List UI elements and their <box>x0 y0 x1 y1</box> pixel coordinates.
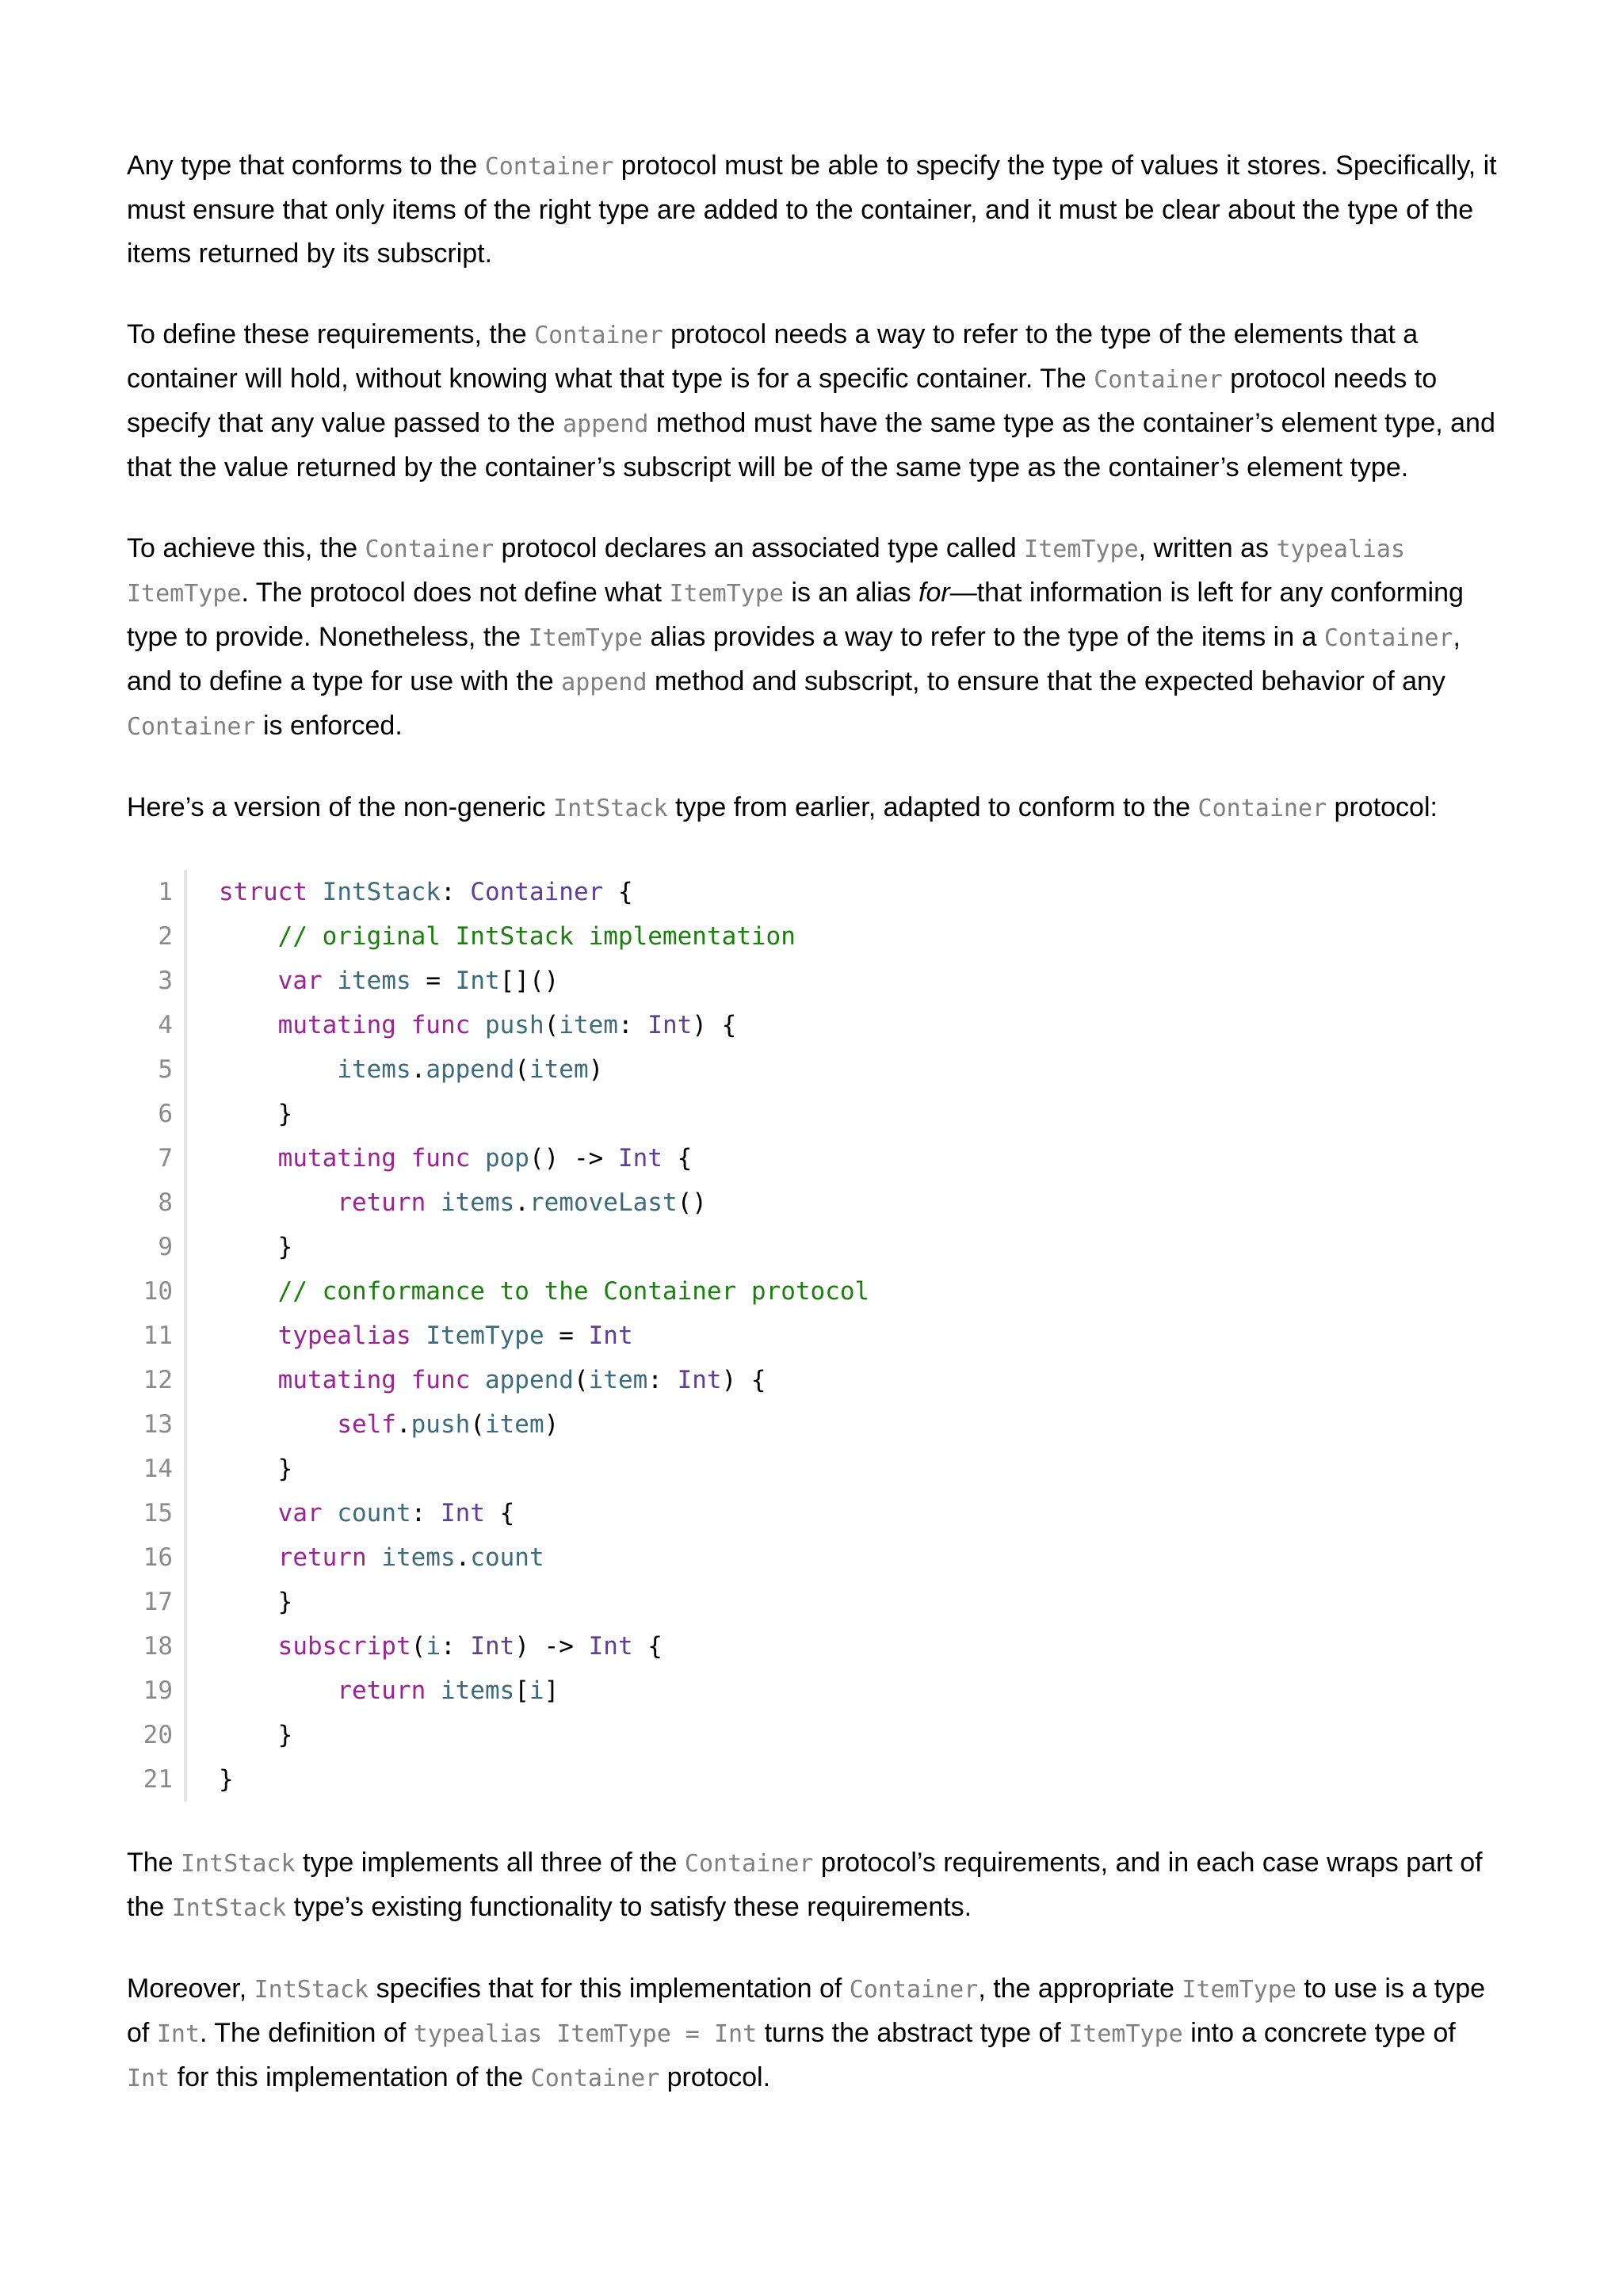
closing-paragraph-1 <box>127 1841 1506 1930</box>
inline-code: IntStack <box>171 1894 287 1922</box>
text-run: alias provides a way to refer to the type of the items in a <box>643 622 1324 652</box>
code-token: } <box>219 1233 293 1261</box>
text-run: type implements all three of the <box>295 1848 685 1878</box>
code-token: var <box>277 967 323 995</box>
code-token: { <box>484 1499 515 1527</box>
code-token: return <box>277 1543 367 1572</box>
text-run: protocol’s requirements, and in each case wraps part of the <box>127 1848 1483 1922</box>
code-token <box>323 967 338 995</box>
code-token: ( <box>573 1366 589 1394</box>
intro-paragraph-4 <box>127 786 1506 830</box>
inline-code: Int <box>127 2065 170 2092</box>
inline-code: ItemType <box>528 624 643 652</box>
code-token: ( <box>411 1632 426 1661</box>
inline-code: typealias ItemType = Int <box>413 2020 758 2048</box>
text-run: protocol needs a way to refer to the type of the elements that a container will hold, without knowing what that type is for a specific container. The <box>127 319 1419 394</box>
code-token: // conformance to the Container protocol <box>277 1277 870 1306</box>
text-run: The <box>127 1848 181 1878</box>
code-text <box>187 1713 292 1757</box>
text-run: method must have the same type as the container’s element type, and that the value returned by the container’s subscript will be of the same type as the container’s element type. <box>127 408 1495 482</box>
code-token: } <box>219 1588 293 1616</box>
code-token <box>470 1144 485 1173</box>
code-text <box>187 1447 292 1491</box>
text-run: . The protocol does not define what <box>241 578 670 608</box>
text-run: . The definition of <box>200 2018 414 2048</box>
emphasis-text: for <box>918 578 950 608</box>
text-run: protocol declares an associated type called <box>494 533 1025 563</box>
inline-code: Container <box>849 1976 979 2004</box>
code-token: . <box>514 1188 529 1217</box>
code-token <box>219 967 278 995</box>
code-token <box>219 1011 278 1039</box>
code-token: item <box>484 1410 544 1439</box>
inline-code: Container <box>365 536 495 563</box>
code-listing <box>127 870 1506 1802</box>
code-token: return <box>337 1676 426 1705</box>
line-number: 7 <box>158 1144 173 1173</box>
code-token: removeLast <box>529 1188 678 1217</box>
code-text <box>187 1003 736 1047</box>
line-number: 5 <box>158 1055 173 1084</box>
code-line <box>127 959 1506 1003</box>
text-run: protocol. <box>659 2062 771 2092</box>
code-token: // original IntStack implementation <box>277 922 796 951</box>
code-token: Int <box>440 1499 485 1527</box>
inline-code: ItemType <box>1068 2020 1183 2048</box>
inline-code: Container <box>127 713 256 741</box>
line-number: 13 <box>143 1410 173 1439</box>
code-token: push <box>411 1410 471 1439</box>
code-token: () <box>677 1188 707 1217</box>
text-run: is an alias <box>783 578 919 608</box>
code-token: items <box>440 1188 515 1217</box>
line-number: 19 <box>143 1676 173 1705</box>
text-run: to use is a type of <box>127 1974 1486 2048</box>
code-line <box>127 1669 1506 1713</box>
inline-code: IntStack <box>254 1976 369 2004</box>
code-token: Int <box>677 1366 722 1394</box>
code-token: : <box>617 1011 648 1039</box>
code-token: : <box>440 878 471 906</box>
line-number: 1 <box>158 878 173 906</box>
code-text <box>187 1047 603 1092</box>
code-line <box>127 1358 1506 1402</box>
code-line <box>127 1491 1506 1535</box>
inline-code: IntStack <box>553 795 668 822</box>
code-token: [ <box>514 1676 529 1705</box>
code-token: pop <box>484 1144 529 1173</box>
line-number: 15 <box>143 1499 173 1527</box>
code-token <box>219 1188 337 1217</box>
code-token: { <box>662 1144 693 1173</box>
inline-code: typealias ItemType <box>127 536 1406 608</box>
code-token: var <box>277 1499 323 1527</box>
code-text <box>187 1757 234 1802</box>
code-token: return <box>337 1188 426 1217</box>
text-run: specifies that for this implementation of <box>369 1974 850 2004</box>
code-token <box>323 1499 338 1527</box>
code-line <box>127 1535 1506 1580</box>
inline-code: Container <box>484 153 614 181</box>
code-token: ( <box>544 1011 559 1039</box>
inline-code: append <box>561 669 647 696</box>
code-token: : <box>440 1632 471 1661</box>
code-text <box>187 914 796 959</box>
code-token: items <box>337 967 411 995</box>
code-line <box>127 914 1506 959</box>
text-run: protocol: <box>1327 792 1438 822</box>
text-run: To define these requirements, the <box>127 319 535 349</box>
code-line <box>127 1047 1506 1092</box>
code-token: append <box>484 1366 574 1394</box>
line-number: 12 <box>143 1366 173 1394</box>
code-token: items <box>440 1676 515 1705</box>
code-token <box>219 1366 278 1394</box>
inline-code: Container <box>530 2065 660 2092</box>
code-token <box>411 1322 426 1350</box>
line-number: 10 <box>143 1277 173 1306</box>
code-text <box>187 1225 292 1269</box>
code-token: subscript <box>277 1632 411 1661</box>
line-number: 11 <box>143 1322 173 1350</box>
code-token <box>426 1188 441 1217</box>
code-token: } <box>219 1455 293 1483</box>
code-text <box>187 1092 292 1136</box>
code-token: { <box>603 878 633 906</box>
code-token <box>426 1676 441 1705</box>
code-token: item <box>559 1011 618 1039</box>
code-token: []() <box>499 967 559 995</box>
text-run: , the appropriate <box>978 1974 1182 2004</box>
code-token: : <box>647 1366 678 1394</box>
intro-paragraph-2 <box>127 313 1506 490</box>
line-number: 21 <box>143 1765 173 1794</box>
code-token: item <box>588 1366 648 1394</box>
text-run: , and to define a type for use with the <box>127 622 1461 696</box>
line-number: 20 <box>143 1721 173 1749</box>
line-number: 6 <box>158 1100 173 1128</box>
line-number: 17 <box>143 1588 173 1616</box>
text-run: turns the abstract type of <box>757 2018 1069 2048</box>
code-token: IntStack <box>322 878 441 906</box>
code-token: Int <box>617 1144 663 1173</box>
text-run: protocol needs to specify that any value passed to the <box>127 364 1438 438</box>
code-token: ) <box>544 1410 559 1439</box>
inline-code: ItemType <box>1182 1976 1296 2004</box>
code-line <box>127 1225 1506 1269</box>
text-run: for this implementation of the <box>170 2062 531 2092</box>
code-token <box>219 1055 337 1084</box>
code-token: append <box>426 1055 515 1084</box>
inline-code: ItemType <box>669 580 784 608</box>
line-number: 2 <box>158 922 173 951</box>
code-token: . <box>411 1055 426 1084</box>
code-token <box>219 1410 337 1439</box>
text-run: type’s existing functionality to satisfy these requirements. <box>286 1892 972 1922</box>
code-token: ( <box>514 1055 529 1084</box>
code-token: ) -> <box>514 1632 589 1661</box>
code-token: . <box>395 1410 411 1439</box>
code-token <box>307 878 323 906</box>
code-line <box>127 1269 1506 1314</box>
document-page <box>127 144 1506 2138</box>
code-line <box>127 1713 1506 1757</box>
code-line <box>127 1402 1506 1447</box>
code-text <box>187 1624 663 1669</box>
code-text <box>187 1669 559 1713</box>
text-run: —that information is left for any conforming type to provide. Nonetheless, the <box>127 578 1464 652</box>
code-token <box>367 1543 382 1572</box>
code-token: typealias <box>277 1322 411 1350</box>
code-text <box>187 1358 766 1402</box>
code-text <box>187 1535 544 1580</box>
inline-code: Container <box>1197 795 1327 822</box>
code-line <box>127 1624 1506 1669</box>
text-run: Any type that conforms to the <box>127 151 485 181</box>
code-token: items <box>381 1543 456 1572</box>
code-token: mutating func <box>277 1366 471 1394</box>
code-token: () -> <box>529 1144 618 1173</box>
code-text <box>187 959 559 1003</box>
code-line <box>127 870 1506 914</box>
code-token: ) <box>588 1055 604 1084</box>
code-text <box>187 1269 869 1314</box>
code-token <box>219 922 278 951</box>
inline-code: Container <box>534 322 663 349</box>
line-number: 9 <box>158 1233 173 1261</box>
line-number: 3 <box>158 967 173 995</box>
code-line <box>127 1447 1506 1491</box>
code-text <box>187 870 633 914</box>
code-text <box>187 1136 692 1180</box>
code-line <box>127 1136 1506 1180</box>
intro-paragraph-1 <box>127 144 1506 276</box>
code-token <box>219 1144 278 1173</box>
code-token: . <box>455 1543 471 1572</box>
code-token: } <box>219 1100 293 1128</box>
closing-paragraph-2 <box>127 1967 1506 2100</box>
code-token <box>219 1499 278 1527</box>
code-token: Int <box>647 1011 693 1039</box>
code-token <box>470 1011 485 1039</box>
code-token: count <box>470 1543 544 1572</box>
inline-code: Int <box>156 2020 200 2048</box>
text-run: , written as <box>1138 533 1277 563</box>
inline-code: IntStack <box>181 1850 296 1878</box>
intro-paragraphs <box>127 144 1506 830</box>
code-text <box>187 1580 292 1624</box>
text-run: To achieve this, the <box>127 533 365 563</box>
code-token: = <box>544 1322 589 1350</box>
code-token <box>219 1277 278 1306</box>
code-text <box>187 1491 514 1535</box>
code-token <box>470 1366 485 1394</box>
code-token: Int <box>455 967 500 995</box>
code-token: ( <box>470 1410 485 1439</box>
text-run: Here’s a version of the non-generic <box>127 792 554 822</box>
inline-code: Container <box>1323 624 1453 652</box>
code-token: i <box>529 1676 544 1705</box>
code-token: items <box>337 1055 411 1084</box>
intro-paragraph-3 <box>127 527 1506 749</box>
code-token: Int <box>588 1322 633 1350</box>
line-number: 14 <box>143 1455 173 1483</box>
code-token: } <box>219 1765 234 1794</box>
code-token: ItemType <box>426 1322 544 1350</box>
inline-code: Container <box>684 1850 814 1878</box>
code-line <box>127 1580 1506 1624</box>
code-token <box>219 1676 337 1705</box>
code-line <box>127 1757 1506 1802</box>
code-token <box>219 1632 278 1661</box>
line-number: 4 <box>158 1011 173 1039</box>
code-token: mutating func <box>277 1011 471 1039</box>
inline-code: append <box>563 410 649 438</box>
closing-paragraphs <box>127 1841 1506 2100</box>
code-token: } <box>219 1721 293 1749</box>
line-number: 16 <box>143 1543 173 1572</box>
line-number: 8 <box>158 1188 173 1217</box>
code-text <box>187 1180 707 1225</box>
code-token <box>219 1322 278 1350</box>
code-token: struct <box>219 878 307 906</box>
code-token: ) { <box>721 1366 766 1394</box>
code-token: = <box>411 967 456 995</box>
code-line <box>127 1314 1506 1358</box>
code-token: item <box>529 1055 589 1084</box>
code-token: i <box>426 1632 441 1661</box>
text-run: Moreover, <box>127 1974 254 2004</box>
code-token: count <box>337 1499 411 1527</box>
code-token: : <box>411 1499 441 1527</box>
inline-code: Container <box>1094 366 1223 394</box>
code-token: Int <box>588 1632 633 1661</box>
code-token: mutating func <box>277 1144 471 1173</box>
code-token <box>219 1543 278 1572</box>
code-text <box>187 1402 559 1447</box>
line-number: 18 <box>143 1632 173 1661</box>
code-token: ) { <box>692 1011 737 1039</box>
text-run: type from earlier, adapted to conform to the <box>667 792 1198 822</box>
inline-code: ItemType <box>1024 536 1139 563</box>
text-run: protocol must be able to specify the type of values it stores. Specifically, it must ensure that only items of the right type are added to the container, and it must be clear about the type of the items returned by its subscript. <box>127 151 1497 269</box>
code-line <box>127 1092 1506 1136</box>
code-token: push <box>484 1011 544 1039</box>
code-token: Container <box>470 878 604 906</box>
code-line <box>127 1003 1506 1047</box>
code-line <box>127 1180 1506 1225</box>
code-token: Int <box>470 1632 515 1661</box>
code-text <box>187 1314 633 1358</box>
code-token: { <box>632 1632 663 1661</box>
code-token: ] <box>544 1676 559 1705</box>
text-run: method and subscript, to ensure that the expected behavior of any <box>647 666 1445 696</box>
text-run: is enforced. <box>255 711 403 741</box>
code-token: self <box>337 1410 396 1439</box>
text-run: into a concrete type of <box>1182 2018 1456 2048</box>
